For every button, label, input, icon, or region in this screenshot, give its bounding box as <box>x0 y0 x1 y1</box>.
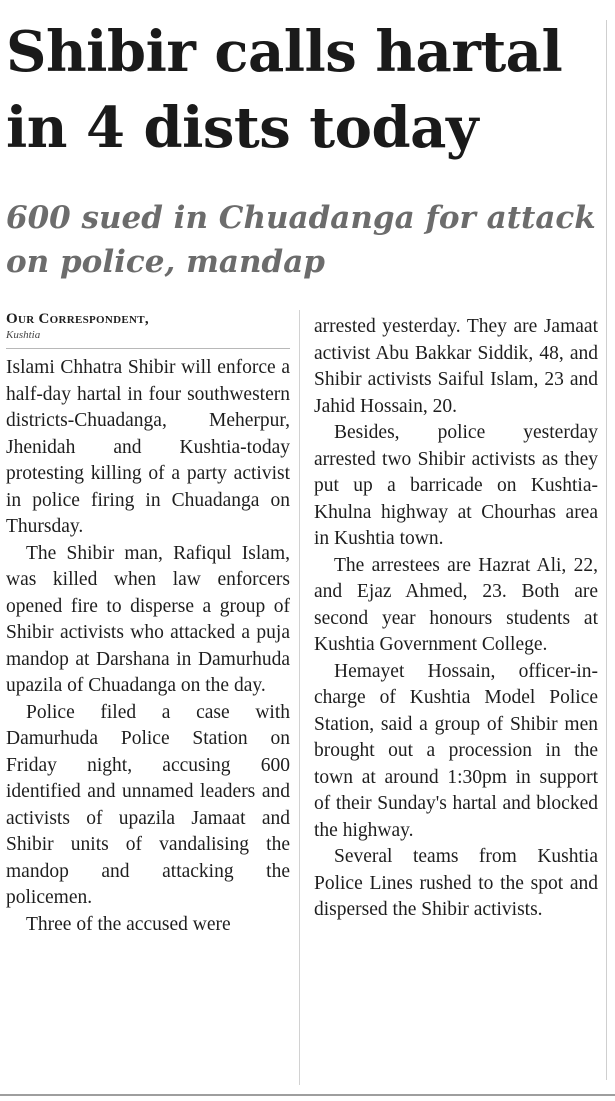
article-column-left <box>6 310 290 938</box>
article-paragraph: Islami Chhatra Shibir will enforce a half-day hartal in four southwestern districts-Chuadanga, Meherpur, Jhenidah and Kushtia-today protesting killing of a party activist in police firing in Chuadanga on Thursday. <box>6 357 290 537</box>
page-bottom-rule <box>0 1094 615 1096</box>
byline: Our Correspondent, <box>6 311 149 327</box>
article-paragraph: The Shibir man, Rafiqul Islam, was killed when law enforcers opened fire to disperse a group of Shibir activists who attacked a puja mandop at Darshana in Damurhuda upazila of Chuadanga on the day. <box>6 542 290 696</box>
article-paragraph: Besides, police yesterday arrested two Shibir activists as they put up a barricade on Kushtia-Khulna highway at Chourhas area in Kushtia town. <box>314 422 598 549</box>
article-paragraph: Police filed a case with Damurhuda Police Station on Friday night, accusing 600 identified and unnamed leaders and activists of upazila Jamaat and Shibir units of vandalising the mandop and attacking the policemen. <box>6 701 290 908</box>
column-divider <box>299 310 300 1085</box>
headline: Shibir calls hartal in 4 dists today <box>6 19 563 161</box>
dateline: Kushtia <box>6 328 290 349</box>
article-column-right <box>314 314 598 924</box>
column-border-right <box>606 20 607 1080</box>
subheadline: 600 sued in Chuadanga for attack on police, mandap <box>6 200 596 280</box>
article-paragraph: Several teams from Kushtia Police Lines rushed to the spot and dispersed the Shibir activists. <box>314 846 598 920</box>
article-paragraph: Three of the accused were <box>26 913 231 935</box>
article-paragraph: arrested yesterday. They are Jamaat activist Abu Bakkar Siddik, 48, and Shibir activists Saiful Islam, 23 and Jahid Hossain, 20. <box>314 316 598 417</box>
article-paragraph: Hemayet Hossain, officer-in-charge of Kushtia Model Police Station, said a group of Shibir men brought out a procession in the town at around 1:30pm in support of their Sunday's hartal and blocked the highway. <box>314 660 598 841</box>
article-paragraph: The arrestees are Hazrat Ali, 22, and Ejaz Ahmed, 23. Both are second year honours students at Kushtia Government College. <box>314 554 598 655</box>
